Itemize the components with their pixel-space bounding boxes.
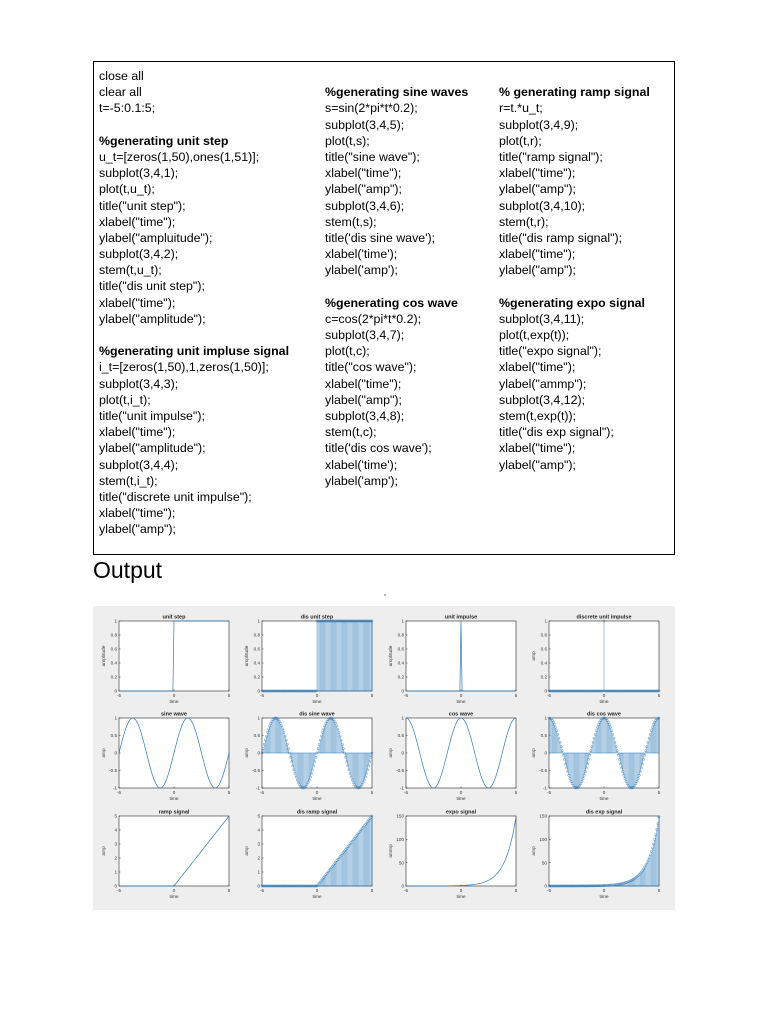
y-tick-label: -1 — [255, 785, 260, 791]
y-tick-label: 0.6 — [253, 646, 260, 652]
y-tick-label: 0 — [401, 688, 404, 694]
code-line: xlabel("time"); — [99, 295, 176, 310]
axes-box — [119, 816, 229, 886]
y-axis-label: amp — [245, 748, 250, 758]
y-tick-label: 150 — [396, 813, 404, 819]
x-tick-label: -5 — [546, 790, 552, 795]
code-section-heading: %generating cos wave — [325, 295, 458, 310]
y-tick-label: 1 — [257, 869, 260, 875]
x-tick-label: 5 — [370, 790, 374, 795]
x-tick-label: -5 — [116, 888, 122, 893]
x-tick-label: -5 — [116, 790, 122, 795]
subplot-10 — [245, 810, 374, 901]
y-tick-label: 0 — [544, 750, 547, 756]
subplot-4 — [532, 615, 661, 706]
x-axis-label: time — [312, 700, 322, 705]
y-axis-label: amp — [532, 748, 537, 758]
y-axis-label: amplitude — [389, 645, 394, 667]
y-tick-label: 0.2 — [110, 674, 117, 680]
x-axis-label: time — [312, 895, 322, 900]
x-axis-label: time — [456, 895, 466, 900]
code-line: ylabel('amp'); — [325, 473, 398, 488]
x-tick-label: 5 — [514, 790, 518, 795]
x-tick-label: 5 — [370, 693, 374, 698]
x-tick-label: -5 — [546, 888, 552, 893]
y-tick-label: 0 — [544, 883, 547, 889]
x-tick-label: 5 — [227, 888, 231, 893]
x-axis-label: time — [456, 700, 466, 705]
y-tick-label: 0.6 — [540, 646, 547, 652]
subplot-11 — [389, 810, 518, 901]
y-tick-label: 1 — [544, 618, 547, 624]
code-line: close all — [99, 69, 144, 83]
x-tick-label: 5 — [370, 888, 374, 893]
code-column-2 — [325, 68, 468, 489]
x-tick-label: -5 — [403, 888, 409, 893]
code-line: xlabel("time"); — [99, 214, 176, 229]
x-axis-label: time — [599, 700, 609, 705]
code-line: xlabel("time"); — [499, 247, 576, 262]
code-line: title("sine wave"); — [325, 149, 420, 164]
code-line: subplot(3,4,7); — [325, 328, 405, 342]
x-axis-label: time — [169, 895, 179, 900]
code-line: plot(t,r); — [499, 133, 542, 148]
x-tick-label: 5 — [227, 790, 231, 795]
x-axis-label: time — [599, 895, 609, 900]
y-tick-label: 0.8 — [397, 632, 404, 638]
code-table — [93, 61, 675, 555]
code-line: xlabel("time"); — [99, 506, 176, 521]
code-line: title("expo signal"); — [499, 344, 602, 359]
y-tick-label: 100 — [539, 836, 547, 842]
y-axis-label: amp — [532, 846, 537, 856]
y-tick-label: 1 — [401, 715, 404, 721]
y-tick-label: 0.4 — [253, 660, 260, 666]
y-tick-label: 0.2 — [397, 674, 404, 680]
x-axis-label: time — [456, 797, 466, 802]
code-line: ylabel("ampluitude"); — [99, 230, 213, 245]
code-line: title("ramp signal"); — [499, 149, 603, 164]
x-tick-label: -5 — [259, 888, 265, 893]
x-tick-label: 5 — [657, 693, 661, 698]
y-tick-label: 0.5 — [540, 733, 547, 739]
code-line: ylabel("amplitude"); — [99, 441, 206, 456]
y-tick-label: 0 — [401, 750, 404, 756]
column-divider — [494, 61, 674, 62]
code-line: title("dis unit step"); — [99, 279, 205, 294]
code-line: title('dis cos wave'); — [325, 441, 432, 456]
x-tick-label: 0 — [459, 693, 463, 698]
x-axis-label: time — [169, 797, 179, 802]
code-line: subplot(3,4,1); — [99, 166, 179, 181]
code-line — [99, 117, 289, 133]
output-heading: Output — [93, 557, 163, 583]
code-line: stem(t,r); — [499, 214, 549, 229]
subplot-8 — [532, 712, 661, 803]
y-tick-label: 0.6 — [110, 646, 117, 652]
x-tick-label: -5 — [116, 693, 122, 698]
x-tick-label: -5 — [259, 693, 265, 698]
x-tick-label: 0 — [172, 790, 176, 795]
x-tick-label: 0 — [315, 693, 319, 698]
code-line: title("dis ramp signal"); — [499, 230, 623, 245]
y-axis-label: amp — [532, 651, 537, 661]
y-tick-label: 0.2 — [253, 674, 260, 680]
code-line: xlabel("time"); — [99, 425, 176, 440]
x-tick-label: 0 — [315, 888, 319, 893]
x-tick-label: 0 — [459, 888, 463, 893]
y-axis-label: ammp — [389, 844, 394, 858]
y-tick-label: -0.5 — [396, 768, 404, 774]
y-tick-label: -0.5 — [109, 768, 117, 774]
y-tick-label: 50 — [398, 860, 404, 866]
y-tick-label: 0.5 — [110, 733, 117, 739]
y-tick-label: -0.5 — [252, 768, 260, 774]
y-tick-label: 0 — [114, 750, 117, 756]
x-tick-label: 5 — [514, 888, 518, 893]
code-line: subplot(3,4,5); — [325, 117, 405, 132]
code-line: stem(t,exp(t)); — [499, 408, 577, 423]
code-line: xlabel("time"); — [499, 166, 576, 181]
code-line: stem(t,i_t); — [99, 473, 158, 488]
code-line: ylabel("amp"); — [325, 182, 402, 197]
y-tick-label: 0.4 — [397, 660, 404, 666]
subplot-grid — [93, 606, 675, 910]
column-divider — [322, 61, 492, 62]
y-tick-label: 5 — [114, 813, 117, 819]
code-line: plot(t,s); — [325, 133, 370, 148]
code-column-1 — [99, 68, 289, 537]
code-line: stem(t,c); — [325, 425, 377, 440]
y-tick-label: 4 — [114, 827, 117, 833]
y-tick-label: 0.2 — [540, 674, 547, 680]
y-axis-label: amp — [102, 846, 107, 856]
y-tick-label: -0.5 — [539, 768, 547, 774]
x-tick-label: -5 — [403, 693, 409, 698]
axes-box — [406, 718, 516, 788]
subplot-title: dis ramp signal — [296, 809, 338, 816]
y-tick-label: -1 — [399, 785, 404, 791]
subplot-title: dis cos wave — [587, 711, 621, 718]
subplot-title: discrete unit impulse — [576, 614, 632, 621]
y-tick-label: 0.8 — [540, 632, 547, 638]
code-line: ylabel("amplitude"); — [99, 311, 206, 326]
x-tick-label: 5 — [227, 693, 231, 698]
subplot-title: dis sine wave — [299, 711, 335, 718]
code-line — [325, 68, 468, 84]
y-tick-label: 5 — [257, 813, 260, 819]
x-tick-label: -5 — [546, 693, 552, 698]
code-line: plot(t,c); — [325, 344, 370, 359]
subplot-title: cos wave — [448, 711, 474, 718]
y-tick-label: 0.8 — [110, 632, 117, 638]
code-line — [99, 327, 289, 343]
code-line — [499, 68, 650, 84]
code-line: c=cos(2*pi*t*0.2); — [325, 311, 422, 326]
y-tick-label: 0 — [114, 688, 117, 694]
code-line: ylabel("ammp"); — [499, 376, 587, 391]
y-tick-label: 1 — [114, 715, 117, 721]
y-tick-label: 0 — [257, 883, 260, 889]
code-line: subplot(3,4,8); — [325, 408, 405, 423]
y-tick-label: 0 — [544, 688, 547, 694]
subplot-5 — [102, 712, 231, 803]
y-tick-label: 1 — [401, 618, 404, 624]
code-line: ylabel("amp"); — [499, 457, 576, 472]
subplot-title: unit impulse — [444, 614, 478, 621]
code-line: plot(t,u_t); — [99, 182, 155, 197]
y-tick-label: 1 — [114, 618, 117, 624]
code-line: t=-5:0.1:5; — [99, 101, 156, 116]
code-section-heading: %generating sine waves — [325, 85, 469, 100]
subplot-title: expo signal — [445, 809, 477, 816]
x-tick-label: 5 — [657, 888, 661, 893]
code-section-heading: %generating unit impluse signal — [99, 344, 290, 359]
code-line: subplot(3,4,6); — [325, 198, 405, 213]
code-line: s=sin(2*pi*t*0.2); — [325, 101, 418, 116]
code-line: subplot(3,4,4); — [99, 457, 179, 472]
y-tick-label: 4 — [257, 827, 260, 833]
y-axis-label: amp — [102, 748, 107, 758]
y-tick-label: -1 — [112, 785, 117, 791]
y-tick-label: 0.6 — [397, 646, 404, 652]
y-tick-label: 3 — [114, 841, 117, 847]
code-column-3 — [499, 68, 650, 473]
code-line: ylabel("amp"); — [499, 182, 576, 197]
code-line: plot(t,exp(t)); — [499, 328, 570, 342]
code-line: xlabel("time"); — [325, 376, 402, 391]
y-tick-label: 1 — [544, 715, 547, 721]
code-section-heading: % generating ramp signal — [499, 85, 650, 100]
y-tick-label: 0 — [114, 883, 117, 889]
subplot-title: dis exp signal — [585, 809, 623, 816]
y-tick-label: 0.5 — [397, 733, 404, 739]
subplot-1 — [101, 615, 231, 706]
code-line: subplot(3,4,12); — [499, 392, 586, 407]
y-tick-label: 0 — [257, 750, 260, 756]
code-line: u_t=[zeros(1,50),ones(1,51)]; — [99, 149, 260, 164]
x-tick-label: -5 — [403, 790, 409, 795]
code-section-heading: %generating unit step — [99, 133, 229, 148]
y-tick-label: 1 — [257, 618, 260, 624]
x-tick-label: 0 — [602, 888, 606, 893]
code-line — [325, 278, 468, 294]
code-line: r=t.*u_t; — [499, 101, 543, 116]
y-axis-label: amp — [245, 846, 250, 856]
y-axis-label: amplitude — [245, 645, 250, 667]
subplot-title: sine wave — [161, 711, 187, 718]
x-tick-label: 0 — [602, 693, 606, 698]
subplot-6 — [245, 712, 374, 803]
subplot-9 — [102, 810, 231, 901]
y-tick-label: -1 — [542, 785, 547, 791]
y-tick-label: 1 — [114, 869, 117, 875]
subplot-title: unit step — [162, 614, 186, 621]
code-line: ylabel('amp'); — [325, 263, 398, 278]
code-line: ylabel("amp"); — [499, 263, 576, 278]
x-tick-label: 0 — [602, 790, 606, 795]
subplot-2 — [244, 615, 374, 706]
subplot-3 — [388, 615, 518, 706]
y-tick-label: 100 — [396, 836, 404, 842]
code-line: xlabel('time'); — [325, 457, 398, 472]
x-tick-label: 5 — [514, 693, 518, 698]
code-line: xlabel("time"); — [499, 441, 576, 456]
y-tick-label: 0 — [257, 688, 260, 694]
x-tick-label: 0 — [315, 790, 319, 795]
code-line: subplot(3,4,10); — [499, 198, 586, 213]
code-line: subplot(3,4,11); — [499, 311, 585, 326]
matlab-figure — [93, 606, 675, 910]
code-line: xlabel('time'); — [325, 247, 398, 262]
code-line: stem(t,u_t); — [99, 263, 162, 278]
y-tick-label: 1 — [257, 715, 260, 721]
x-axis-label: time — [312, 797, 322, 802]
code-line: xlabel("time"); — [325, 166, 402, 181]
x-tick-label: 0 — [172, 888, 176, 893]
code-line: xlabel("time"); — [499, 360, 576, 375]
subplot-title: dis unit step — [300, 614, 334, 621]
code-line: i_t=[zeros(1,50),1,zeros(1,50)]; — [99, 360, 269, 375]
code-line: subplot(3,4,9); — [499, 117, 579, 132]
subplot-7 — [389, 712, 518, 803]
code-line: plot(t,i_t); — [99, 392, 151, 407]
code-line: subplot(3,4,2); — [99, 247, 179, 262]
x-axis-label: time — [599, 797, 609, 802]
y-tick-label: 2 — [114, 855, 117, 861]
code-line: ylabel("amp"); — [99, 522, 176, 537]
code-line: title("unit impulse"); — [99, 408, 205, 423]
y-tick-label: 3 — [257, 841, 260, 847]
y-tick-label: 2 — [257, 855, 260, 861]
y-tick-label: 0.4 — [110, 660, 117, 666]
x-tick-label: -5 — [259, 790, 265, 795]
stray-mark — [384, 594, 386, 596]
code-line — [499, 278, 650, 294]
code-line: title("dis exp signal"); — [499, 425, 614, 440]
column-divider — [94, 61, 320, 62]
code-line: title("discrete unit impulse"); — [99, 489, 252, 504]
y-axis-label: amplitude — [102, 645, 107, 667]
y-tick-label: 150 — [539, 813, 547, 819]
code-line: title("cos wave"); — [325, 360, 417, 375]
code-line: stem(t,s); — [325, 214, 377, 229]
code-section-heading: %generating expo signal — [499, 295, 645, 310]
y-tick-label: 50 — [541, 860, 547, 866]
code-line: title('dis sine wave'); — [325, 230, 436, 245]
y-axis-label: amp — [389, 748, 394, 758]
code-line: clear all — [99, 85, 142, 100]
y-tick-label: 0.5 — [253, 733, 260, 739]
y-tick-label: 0 — [401, 883, 404, 889]
axes-box — [406, 816, 516, 886]
subplot-title: ramp signal — [158, 809, 190, 816]
code-line: ylabel("amp"); — [325, 392, 402, 407]
y-tick-label: 0.8 — [253, 632, 260, 638]
x-axis-label: time — [169, 700, 179, 705]
x-tick-label: 5 — [657, 790, 661, 795]
y-tick-label: 0.4 — [540, 660, 547, 666]
subplot-12 — [532, 810, 661, 901]
code-line: subplot(3,4,3); — [99, 376, 179, 391]
x-tick-label: 0 — [172, 693, 176, 698]
x-tick-label: 0 — [459, 790, 463, 795]
code-line: title("unit step"); — [99, 198, 186, 213]
